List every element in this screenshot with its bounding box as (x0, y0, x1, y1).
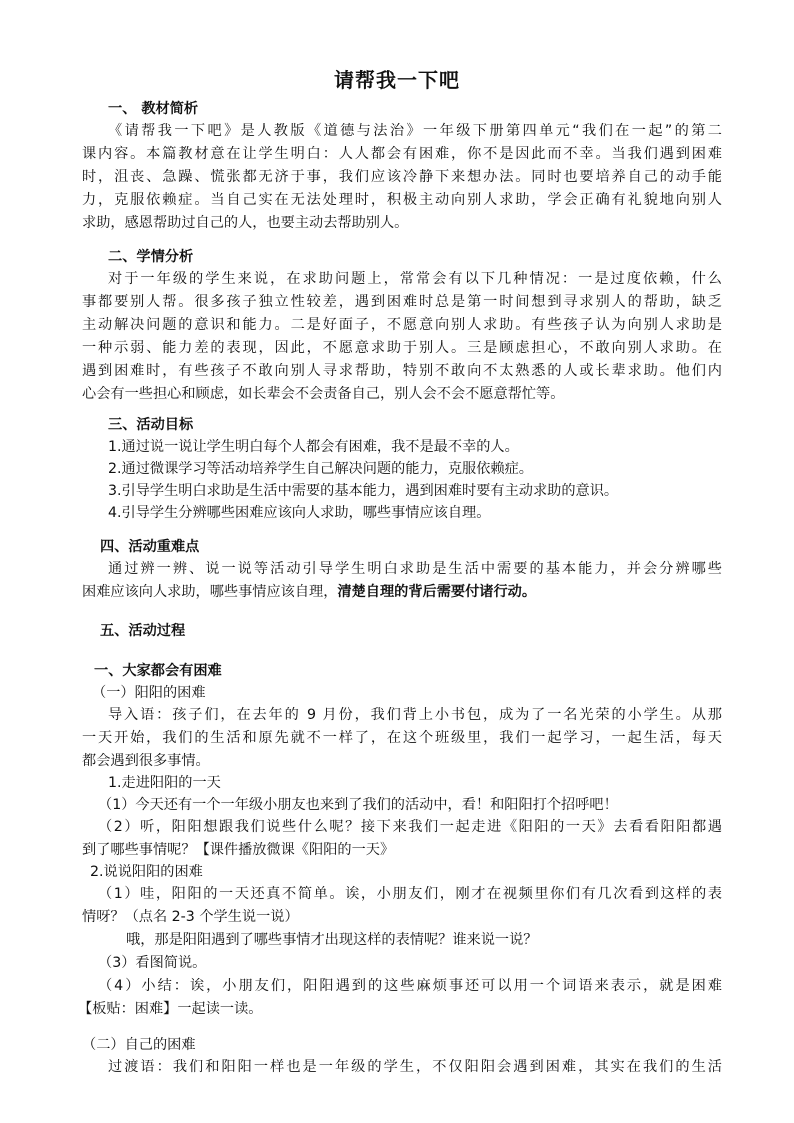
step-heading: 2.说说阳阳的困难 (90, 864, 203, 880)
paragraph-line: 一天开始，我们的生活和原先就不一样了，在这个班级里，我们一起学习，一起生活，每天 (82, 730, 722, 746)
paragraph-line: 心会有一些担心和顾虑，如长辈会不会责备自己，别人会不会不愿意帮忙等。 (82, 386, 565, 402)
section-heading-activity-process: 五、活动过程 (100, 623, 186, 639)
document-title: 请帮我一下吧 (334, 68, 460, 92)
paragraph-line: （1）今天还有一个一年级小朋友也来到了我们的活动中，看！和阳阳打个招呼吧！ (98, 797, 618, 813)
paragraph-line: 事都要别人帮。很多孩子独立性较差，遇到困难时总是第一时间想到寻求别人的帮助，缺乏 (82, 294, 722, 310)
paragraph-line: 哦，那是阳阳遇到了哪些事情才出现这样的表情呢？谁来说一说？ (126, 932, 538, 948)
paragraph-line: 情呀？（点名 2-3 个学生说一说） (82, 909, 299, 925)
paragraph-line: 时，沮丧、急躁、慌张都无济于事，我们应该冷静下来想办法。同时也要培养自己的动手能 (82, 169, 722, 185)
subheading-own-difficulties: （二）自己的困难 (82, 1037, 196, 1053)
subheading-everyone-has-difficulties: 一、大家都会有困难 (94, 663, 222, 679)
paragraph-line: 通过辨一辨、说一说等活动引导学生明白求助是生活中需要的基本能力，并会分辨哪些 (108, 561, 722, 577)
goal-item: 4.引导学生分辨哪些困难应该向人求助，哪些事情应该自理。 (108, 505, 491, 521)
paragraph-line: 【板贴：困难】一起读一读。 (78, 1001, 263, 1017)
step-heading: 1.走进阳阳的一天 (108, 775, 221, 791)
section-heading-key-points: 四、活动重难点 (100, 539, 200, 555)
paragraph-line: 对于一年级的学生来说，在求助问题上，常常会有以下几种情况：一是过度依赖，什么 (108, 271, 722, 287)
paragraph-line (82, 581, 722, 603)
paragraph-line: （3）看图简说。 (98, 955, 207, 971)
paragraph-line: 到了哪些事情呢？【课件播放微课《阳阳的一天》 (82, 842, 395, 858)
section-heading-activity-goals: 三、活动目标 (108, 417, 194, 433)
paragraph-line: 课内容。本篇教材意在让学生明白：人人都会有困难，你不是因此而不幸。当我们遇到困难 (82, 146, 722, 162)
paragraph-line: 过渡语：我们和阳阳一样也是一年级的学生，不仅阳阳会遇到困难，其实在我们的生活 (108, 1059, 722, 1075)
paragraph-line: 导入语：孩子们，在去年的 9 月份，我们背上小书包，成为了一名光荣的小学生。从那 (108, 707, 722, 723)
paragraph-line: 《请帮我一下吧》是人教版《道德与法治》一年级下册第四单元“我们在一起”的第二 (108, 123, 722, 139)
subheading-yangyang-difficulties: （一）阳阳的困难 (92, 685, 206, 701)
paragraph-line: 求助，感恩帮助过自己的人，也要主动去帮助别人。 (82, 215, 409, 231)
paragraph-line: （1）哇，阳阳的一天还真不简单。诶，小朋友们，刚才在视频里你们有几次看到这样的表 (98, 886, 722, 902)
paragraph-line: （4）小结：诶，小朋友们，阳阳遇到的这些麻烦事还可以用一个词语来表示，就是困难 (98, 978, 722, 994)
paragraph-line: 力，克服依赖症。当自己实在无法处理时，积极主动向别人求助，学会正确有礼貌地向别人 (82, 192, 722, 208)
paragraph-line: 一种示弱、能力差的表现，因此，不愿意求助于别人。三是顾虑担心，不敢向别人求助。在 (82, 340, 722, 356)
section-heading-textbook-analysis: 一、 教材简析 (108, 101, 199, 117)
key-points-text: 困难应该向人求助，哪些事情应该自理， (82, 584, 338, 600)
paragraph-line: 主动解决问题的意识和能力。二是好面子，不愿意向别人求助。有些孩子认为向别人求助是 (82, 317, 722, 333)
goal-item: 3.引导学生明白求助是生活中需要的基本能力，遇到困难时要有主动求助的意识。 (108, 483, 619, 499)
goal-item: 1.通过说一说让学生明白每个人都会有困难，我不是最不幸的人。 (108, 439, 519, 455)
paragraph-line: 都会遇到很多事情。 (82, 753, 210, 769)
paragraph-line: 遇到困难时，有些孩子不敢向别人寻求帮助，特别不敢向不太熟悉的人或长辈求助。他们内 (82, 363, 722, 379)
section-heading-student-analysis: 二、学情分析 (108, 249, 194, 265)
goal-item: 2.通过微课学习等活动培养学生自己解决问题的能力，克服依赖症。 (108, 461, 533, 477)
paragraph-line: （2）听，阳阳想跟我们说些什么呢？接下来我们一起走进《阳阳的一天》去看看阳阳都遇 (98, 819, 722, 835)
key-points-emphasis: 清楚自理的背后需要付诸行动。 (337, 584, 537, 600)
